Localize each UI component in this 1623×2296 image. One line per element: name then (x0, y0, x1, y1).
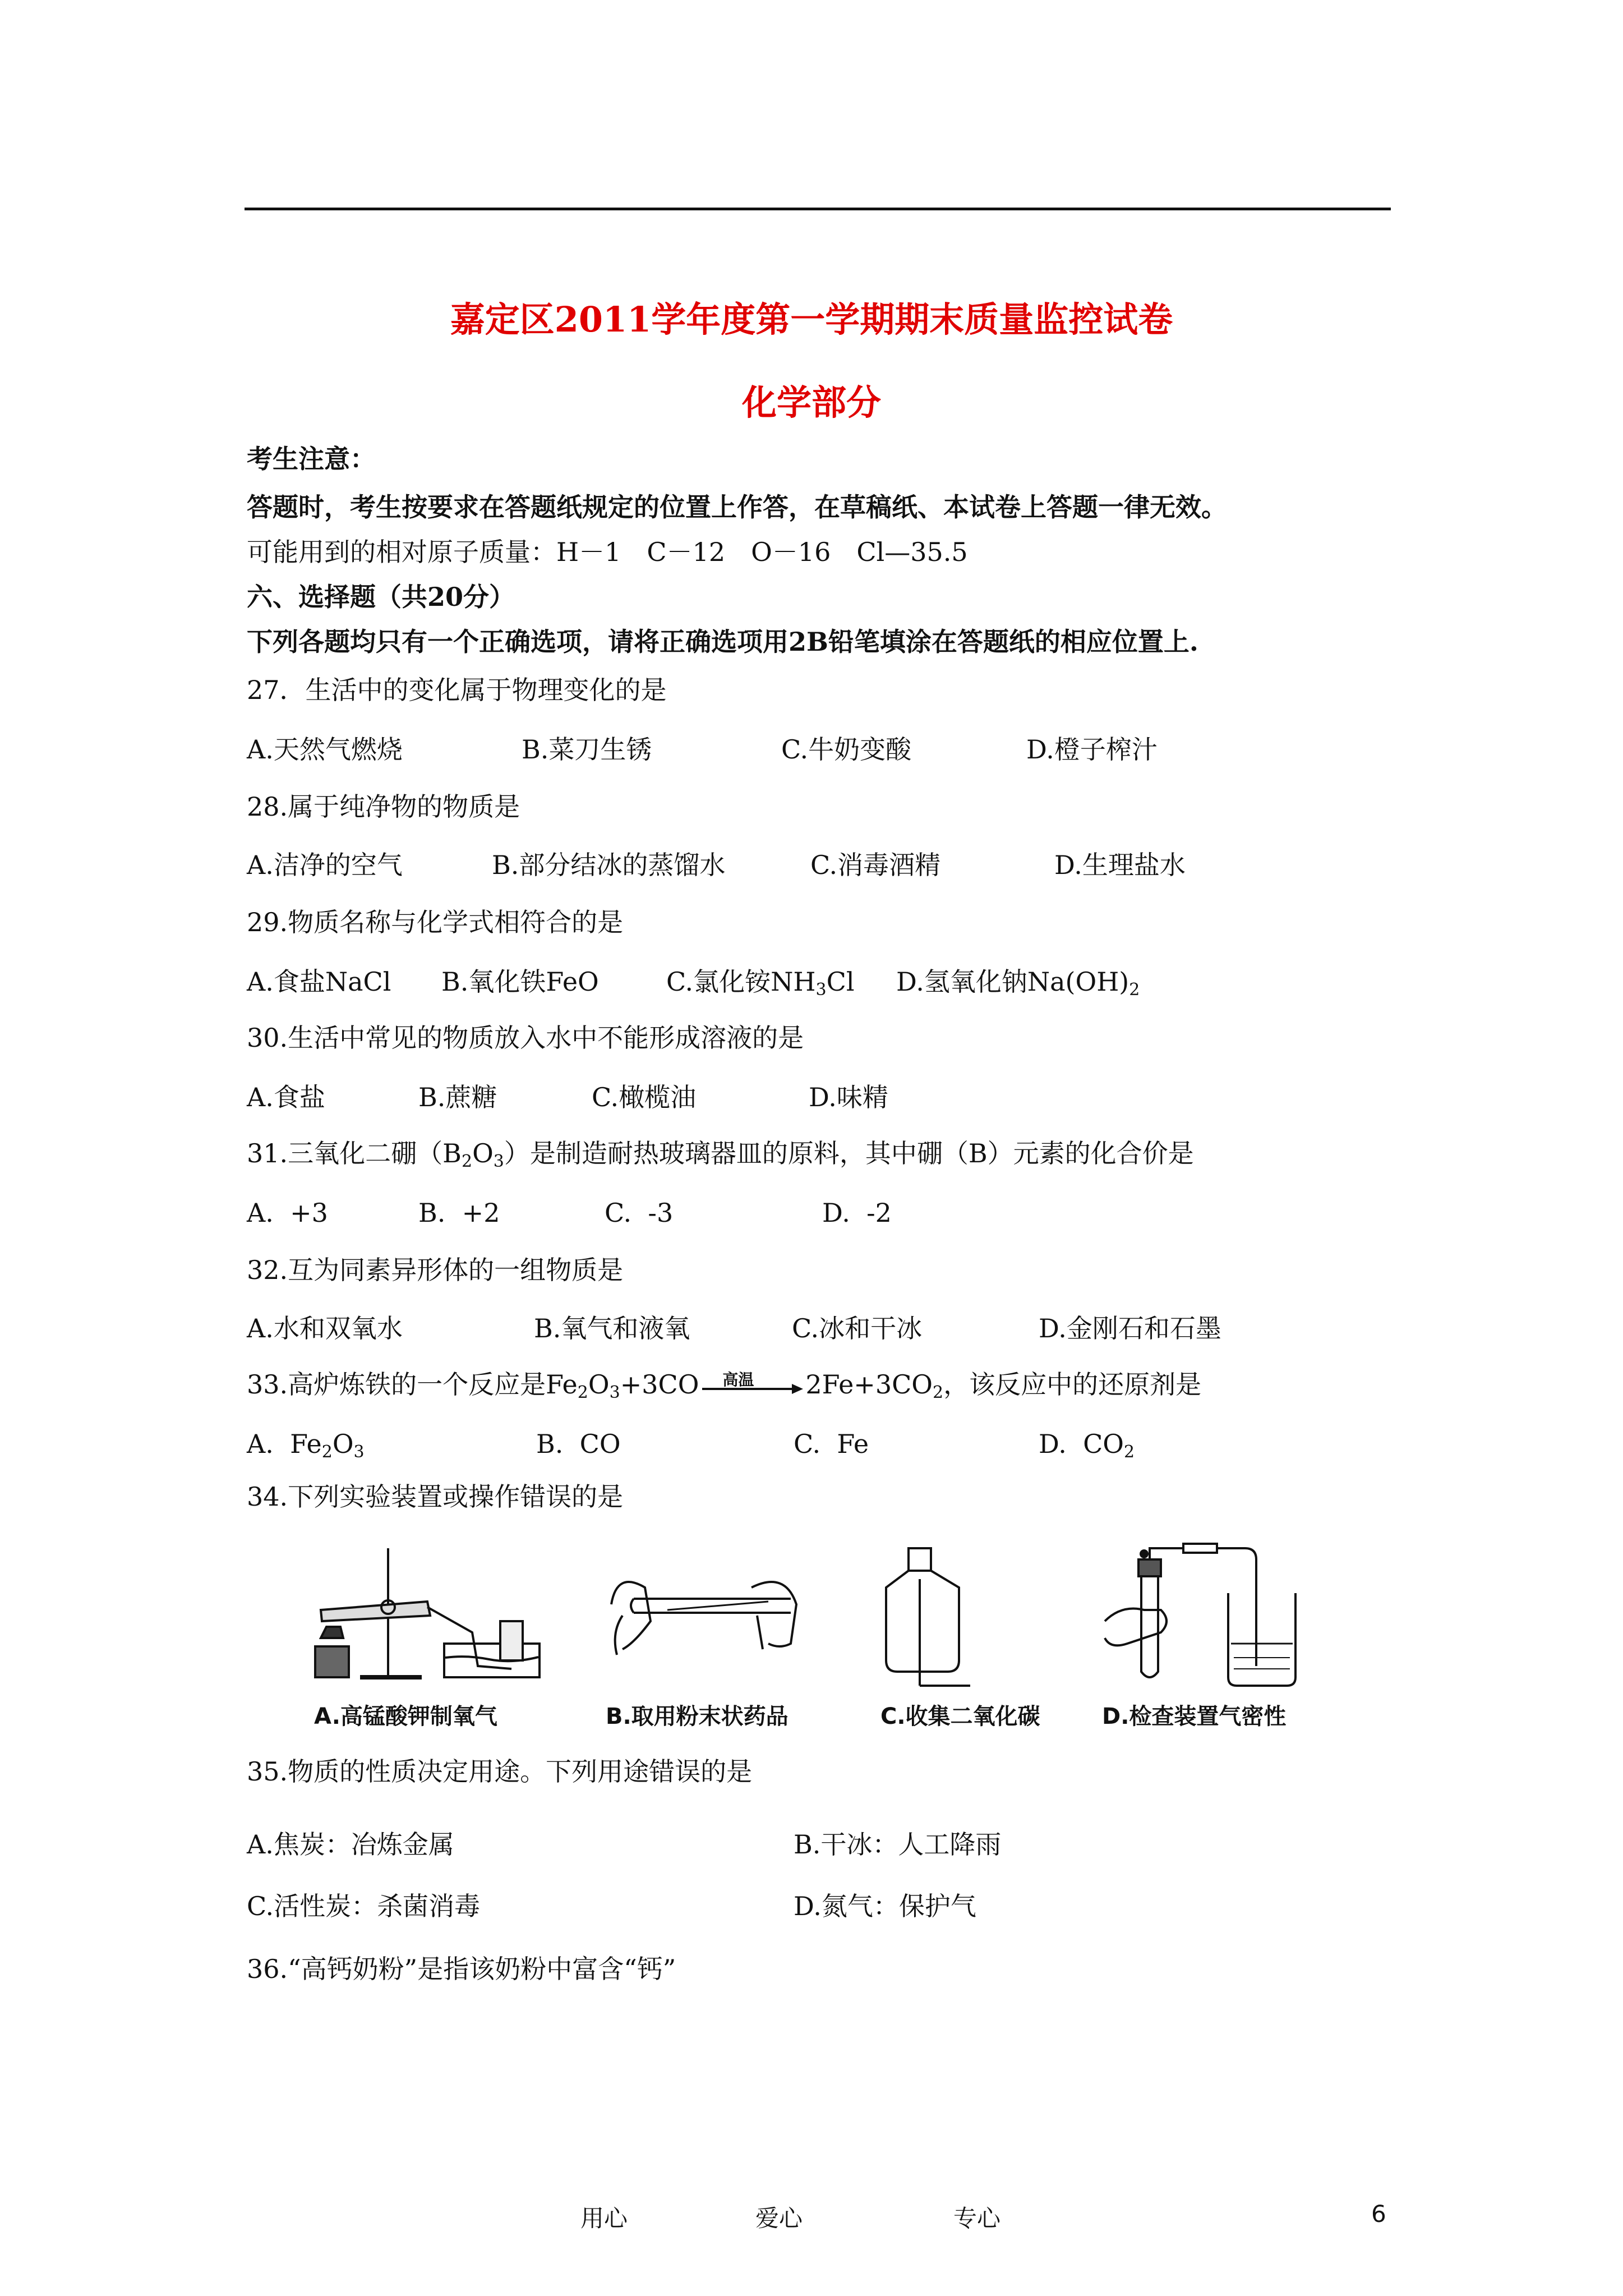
q27-option-d: D.橙子榨汁 (1026, 734, 1158, 765)
q33-part3: +3CO (620, 1369, 699, 1400)
q33-option-d (1039, 1428, 1135, 1460)
q30-stem: 30.生活中常见的物质放入水中不能形成溶液的是 (247, 1023, 804, 1053)
q33-part5: ，该反应中的还原剂是 (943, 1369, 1202, 1400)
figure-d-airtightness-check (1099, 1537, 1312, 1694)
q30-option-b: B.蔗糖 (418, 1082, 497, 1112)
q29-d-part1: D.氢氧化钠Na(OH) (896, 967, 1129, 997)
q30-option-c: C.橄榄油 (592, 1082, 697, 1112)
q35-option-b: B.干冰：人工降雨 (794, 1829, 1002, 1860)
q35-option-d: D.氮气：保护气 (794, 1891, 976, 1921)
page-number: 6 (1371, 2200, 1386, 2228)
q30-option-d: D.味精 (809, 1082, 888, 1112)
q29-d-sub: 2 (1129, 980, 1140, 1000)
q28-stem: 28.属于纯净物的物质是 (247, 792, 520, 822)
q28-option-d: D.生理盐水 (1054, 850, 1186, 880)
exam-title: 嘉定区2011学年度第一学期期末质量监控试卷 (450, 299, 1173, 340)
q27-option-c: C.牛奶变酸 (781, 734, 912, 765)
q31-stem-part1: 31.三氧化二硼（B (247, 1138, 462, 1168)
footer-middle: 爱心 (755, 2205, 803, 2232)
q33-a-sub2: 3 (353, 1442, 365, 1462)
q30-option-a: A.食盐 (247, 1082, 325, 1112)
q33-d-sub: 2 (1124, 1442, 1135, 1462)
q31-stem (247, 1138, 1194, 1169)
q28-option-b: B.部分结冰的蒸馏水 (492, 850, 726, 880)
q28-option-c: C.消毒酒精 (810, 850, 941, 880)
section-instruction: 下列各题均只有一个正确选项，请将正确选项用2B铅笔填涂在答题纸的相应位置上. (247, 627, 1198, 657)
q33-a-part2: O (332, 1429, 354, 1459)
q27-option-a: A.天然气燃烧 (247, 734, 403, 765)
q29-stem: 29.物质名称与化学式相符合的是 (247, 907, 624, 937)
q33-option-b: B. CO (536, 1429, 621, 1459)
q31-sub1: 2 (461, 1152, 473, 1171)
q29-option-b: B.氧化铁FeO (441, 967, 599, 997)
q33-part4: 2Fe+3CO (805, 1369, 933, 1400)
figure-c-caption: C.收集二氧化碳 (880, 1704, 1040, 1729)
figure-a-oxygen-setup (310, 1537, 545, 1694)
q29-option-a: A.食盐NaCl (247, 967, 391, 997)
q33-part1: 33.高炉炼铁的一个反应是Fe (247, 1369, 578, 1400)
q28-option-a: A.洁净的空气 (247, 850, 403, 880)
footer-left: 用心 (580, 2205, 628, 2232)
q32-option-b: B.氧气和液氧 (534, 1313, 690, 1343)
q29-c-part2: Cl (826, 967, 855, 997)
q32-stem: 32.互为同素异形体的一组物质是 (247, 1255, 624, 1285)
header-rule (245, 208, 1391, 210)
exam-subtitle: 化学部分 (741, 382, 881, 423)
q35-stem: 35.物质的性质决定用途。下列用途错误的是 (247, 1756, 753, 1787)
q32-option-c: C.冰和干冰 (792, 1313, 923, 1343)
q32-option-d: D.金刚石和石墨 (1039, 1313, 1221, 1343)
atomic-masses: 可能用到的相对原子质量：H－1 C－12 O－16 Cl—35.5 (247, 537, 968, 567)
q31-stem-part2: O (472, 1138, 494, 1168)
q27-option-b: B.菜刀生锈 (522, 734, 652, 765)
q33-sub3: 2 (933, 1383, 944, 1402)
q31-stem-part3: ）是制造耐热玻璃器皿的原料，其中硼（B）元素的化合价是 (504, 1138, 1194, 1168)
q33-option-a (247, 1428, 365, 1460)
figure-b-powder-handling (600, 1537, 813, 1694)
reaction-arrow (699, 1369, 805, 1400)
q33-sub1: 2 (577, 1383, 588, 1402)
q34-stem: 34.下列实验装置或操作错误的是 (247, 1481, 624, 1512)
q35-option-a: A.焦炭：冶炼金属 (247, 1829, 454, 1860)
q33-sub2: 3 (609, 1383, 620, 1402)
q36-stem: 36.“高钙奶粉”是指该奶粉中富含“钙” (247, 1954, 676, 1984)
q31-option-d: D. -2 (822, 1198, 892, 1228)
q27-stem: 27．生活中的变化属于物理变化的是 (247, 675, 667, 705)
figure-a-caption: A.高锰酸钾制氧气 (314, 1704, 497, 1729)
q33-option-c: C. Fe (794, 1429, 869, 1459)
reaction-condition: 高温 (722, 1370, 754, 1389)
q33-d-part1: D. CO (1039, 1429, 1124, 1459)
figure-b-caption: B.取用粉末状药品 (606, 1704, 789, 1729)
q33-part2: O (588, 1369, 610, 1400)
q35-option-c: C.活性炭：杀菌消毒 (247, 1891, 481, 1921)
q29-option-d (896, 966, 1140, 1000)
q29-c-part1: C.氯化铵NH (666, 967, 816, 997)
q31-sub2: 3 (493, 1152, 504, 1171)
section-heading: 六、选择题（共20分） (247, 582, 515, 612)
q31-option-a: A. +3 (247, 1198, 328, 1228)
q33-stem (247, 1369, 1201, 1400)
notice-instruction: 答题时，考生按要求在答题纸规定的位置上作答，在草稿纸、本试卷上答题一律无效。 (247, 492, 1227, 522)
q33-a-sub1: 2 (321, 1442, 333, 1462)
q33-a-part1: A. Fe (247, 1429, 322, 1459)
q32-option-a: A.水和双氧水 (247, 1313, 403, 1343)
q29-c-sub: 3 (815, 980, 827, 1000)
notice-heading: 考生注意： (247, 444, 376, 474)
figure-c-co2-collection (875, 1537, 998, 1694)
figure-d-caption: D.检查装置气密性 (1102, 1704, 1287, 1729)
footer-right: 专心 (953, 2205, 1001, 2232)
q29-option-c (666, 966, 855, 1000)
q31-option-c: C. -3 (605, 1198, 674, 1228)
q31-option-b: B. +2 (418, 1198, 500, 1228)
